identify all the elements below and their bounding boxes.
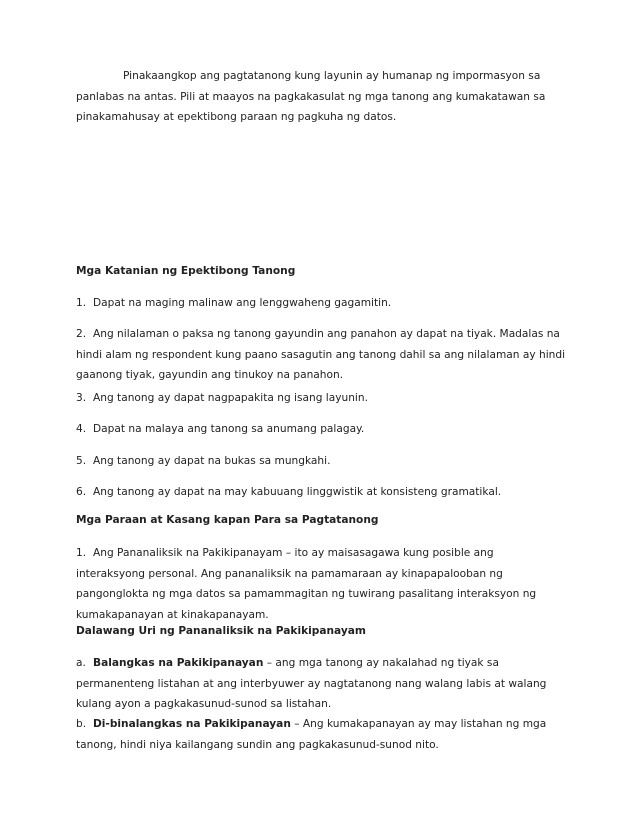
list-text: tanong, hindi niya kailangang sundin ang pagkakasunud-sunod nito.	[76, 738, 439, 751]
intro-line: pinakamahusay at epektibong paraan ng pagkuha ng datos.	[76, 111, 397, 123]
list-text: Dapat na maging malinaw ang lenggwaheng gagamitin.	[93, 297, 392, 309]
intro-paragraph	[76, 66, 566, 128]
list-number: 4.	[76, 423, 87, 435]
list-item-3	[76, 388, 566, 409]
intro-line: panlabas na antas. Pili at maayos na pagkakasulat ng mga tanong ang kumakatawan sa	[76, 90, 546, 103]
list-number: 2.	[76, 328, 87, 340]
term-bold: Di-binalangkas na Pakikipanayan	[93, 718, 291, 730]
section-heading-katanian: Mga Katanian ng Epektibong Tanong	[76, 265, 296, 277]
list-text: pangonglokta ng mga datos sa pamammagitan ng tuwirang pasalitang interaksyon ng	[76, 588, 537, 600]
list-number: 3.	[76, 392, 87, 404]
list-item-b	[76, 714, 566, 755]
list-text: interaksyong personal. Ang pananaliksik na pamamaraan ay kinapapalooban ng	[76, 567, 503, 580]
list-text: Ang tanong ay dapat na may kabuuang linggwistik at konsisteng gramatikal.	[93, 486, 502, 498]
list-number: 5.	[76, 455, 87, 467]
list-number: 1.	[76, 547, 87, 559]
list-text: permanenteng listahan at ang interbyuwer ay nagtatanong nang walang labis at walang	[76, 677, 547, 690]
list-text: Ang tanong ay dapat na bukas sa mungkahi.	[93, 455, 331, 467]
list-text: Dapat na malaya ang tanong sa anumang palagay.	[93, 423, 365, 435]
section-heading-paraan: Mga Paraan at Kasang kapan Para sa Pagtatanong	[76, 514, 379, 526]
section-heading-dalawang-uri: Dalawang Uri ng Pananaliksik na Pakikipanayam	[76, 625, 366, 637]
list-letter: a.	[76, 657, 86, 669]
list-item-2	[76, 324, 566, 386]
list-number: 6.	[76, 486, 87, 498]
list-text: hindi alam ng respondent kung paano sasagutin ang tanong dahil sa ang nilalaman ay hindi	[76, 348, 566, 361]
list-text: Ang nilalaman o paksa ng tanong gayundin ang panahon ay dapat na tiyak. Madalas na	[93, 328, 560, 340]
list-item-a	[76, 653, 566, 715]
list-item-4	[76, 419, 566, 440]
list-number: 1.	[76, 297, 87, 309]
list-text: kumakapanayan at kinakapanayam.	[76, 608, 269, 621]
list-text: Ang Pananaliksik na Pakikipanayam – ito ay maisasagawa kung posible ang	[93, 547, 494, 559]
intro-line: Pinakaangkop ang pagtatanong kung layunin ay humanap ng impormasyon sa	[123, 70, 541, 82]
list-text: – ang mga tanong ay nakalahad ng tiyak sa	[263, 657, 499, 669]
term-bold: Balangkas na Pakikipanayan	[93, 657, 264, 669]
list-item-6	[76, 482, 566, 503]
list-text: kulang ayon a pagkakasunud-sunod sa listahan.	[76, 698, 332, 710]
list-text: Ang tanong ay dapat nagpapakita ng isang layunin.	[93, 392, 368, 404]
list-item-pananaliksik	[76, 543, 566, 625]
list-text: – Ang kumakapanayan ay may listahan ng mga	[290, 718, 547, 730]
list-item-1	[76, 293, 566, 314]
list-letter: b.	[76, 718, 87, 730]
list-item-5	[76, 451, 566, 472]
list-text: gaanong tiyak, gayundin ang tinukoy na panahon.	[76, 369, 344, 381]
